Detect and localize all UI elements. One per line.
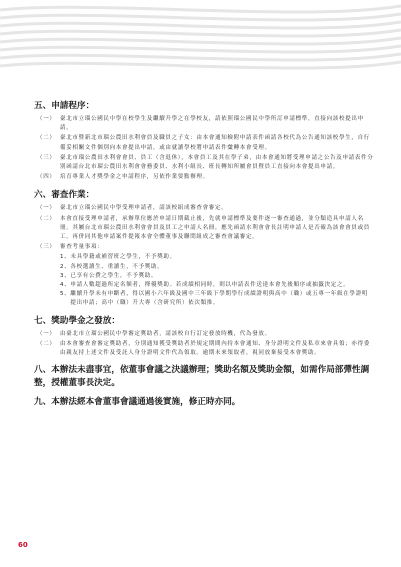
sub-list-item [34, 272, 374, 281]
list-item [34, 115, 374, 133]
sub-item-text: 繼續升學未有申斷者，得以國小六年級及國中三年級下學期學行成績證明與高中（職）或五專一年級在學證明提出申請；高中（職）升大專（含研究所）依次類推。 [70, 291, 369, 307]
item-text: 臺北市瑠公農田水利會會員、員工（含退休），本會員工及其在學子弟，由本會通知將受理申請之公告及申請表件分別函請台北市瑠公農田水利會會務委員、水利小組長、班長轉知所屬會員暨員工直接向本會提出申請。 [60, 154, 374, 171]
item-marker: （四） [37, 174, 56, 181]
section-8-title: 八、本辦法未盡事宜，依董事會議之決議辦理；獎助名額及獎助金額，如需作局部彈性調整，授權董事長決定。 [34, 365, 370, 389]
sub-list-item [34, 263, 374, 272]
sub-list-item [34, 290, 374, 308]
item-marker: （一） [37, 205, 56, 212]
section-5-title: 五、申請程序： [34, 101, 95, 111]
sub-item-marker: 5、 [60, 291, 71, 298]
sub-item-marker: 1、 [60, 254, 71, 261]
list-item [34, 243, 374, 252]
list-item [34, 204, 374, 213]
item-text: 審查考量事項： [60, 244, 104, 251]
item-text: 由本會審查會審定獎助者，分別通知獲受獎助者於規定期間內持本會通知、身分證明文件及私章來會具領；亦得委由親友持上述文件及受託人身分證明文件代為領取。逾期未來領取者，視同放棄接受本會獎助。 [60, 340, 371, 357]
item-text: 由臺北市立瑠公國民中學審定獎助者，請該校自行訂定發放時機，代為發放。 [60, 330, 271, 337]
item-text: 臺北市立瑠公國民中學受理申請者，請該校組成審查會審定。 [60, 205, 228, 212]
list-item [34, 340, 374, 358]
list-item [34, 134, 374, 152]
item-text: 培育專業人才獎學金之申請程序，另依作業要點辦理。 [60, 174, 209, 181]
item-text: 臺北市暨新北市瑠公農田水利會員及職員之子女：由本會通知檢附申請表件函請各校代為公告通知該校學生，自行備妥相關文件個別向本會提出申請，或由就讀學校將申請表件彙轉本會受理。 [60, 135, 371, 151]
sub-item-text: 已享有公費之學生，不予獎助。 [70, 272, 158, 279]
section-6-title: 六、審查作業： [34, 190, 95, 201]
list-item [34, 330, 374, 339]
item-marker: （三） [37, 154, 56, 161]
list-item [34, 215, 374, 243]
sub-item-text: 未具學籍或補習班之學生，不予獎助。 [70, 254, 176, 261]
list-item [34, 154, 374, 172]
sub-item-marker: 2、 [60, 263, 71, 270]
item-marker: （一） [37, 116, 56, 122]
item-marker: （二） [37, 215, 56, 222]
section-9-title: 九、本辦法經本會董事會議通過後實施，修正時亦同。 [34, 397, 241, 408]
sub-list-item [34, 253, 374, 262]
document-body [34, 100, 374, 412]
sub-item-text: 申請人數超過所定名額者，擇優獎助。若成績相同時，則以申請表件送達本會先後順序或抽籤決定之。 [70, 282, 350, 289]
sub-item-marker: 4、 [60, 282, 71, 289]
item-text: 臺北市立瑠公國民中學在校學生及繼續升學之在學校友，請依照瑠公國民中學所訂申請標準，直接向該校提出申請。 [60, 116, 364, 132]
item-marker: （三） [37, 244, 56, 251]
page-number: 60 [18, 541, 28, 549]
item-marker: （一） [37, 330, 56, 337]
sub-list-item [34, 281, 374, 290]
sub-item-text: 各校選讀生、重讀生，不予獎助。 [70, 263, 164, 270]
item-marker: （二） [37, 340, 56, 347]
list-item [34, 173, 374, 182]
item-marker: （二） [37, 135, 56, 142]
item-text: 本會直接受理申請者，承辦單位應於申請日期截止後，先就申請標準及要件逐一審查通過，並分類造具申請人名冊。其屬台北市瑠公農田水利會會員及員工之申請人名冊，應先函請水利會會長註明申請人是否確為該會會員或員工。再併同其他申請案件提報本會全體董事及聯問組成之審查會議審定。 [60, 215, 371, 241]
section-7-title: 七、獎助學金之發放： [34, 315, 120, 326]
sub-item-marker: 3、 [60, 272, 71, 279]
header-wave-decoration [0, 0, 401, 100]
